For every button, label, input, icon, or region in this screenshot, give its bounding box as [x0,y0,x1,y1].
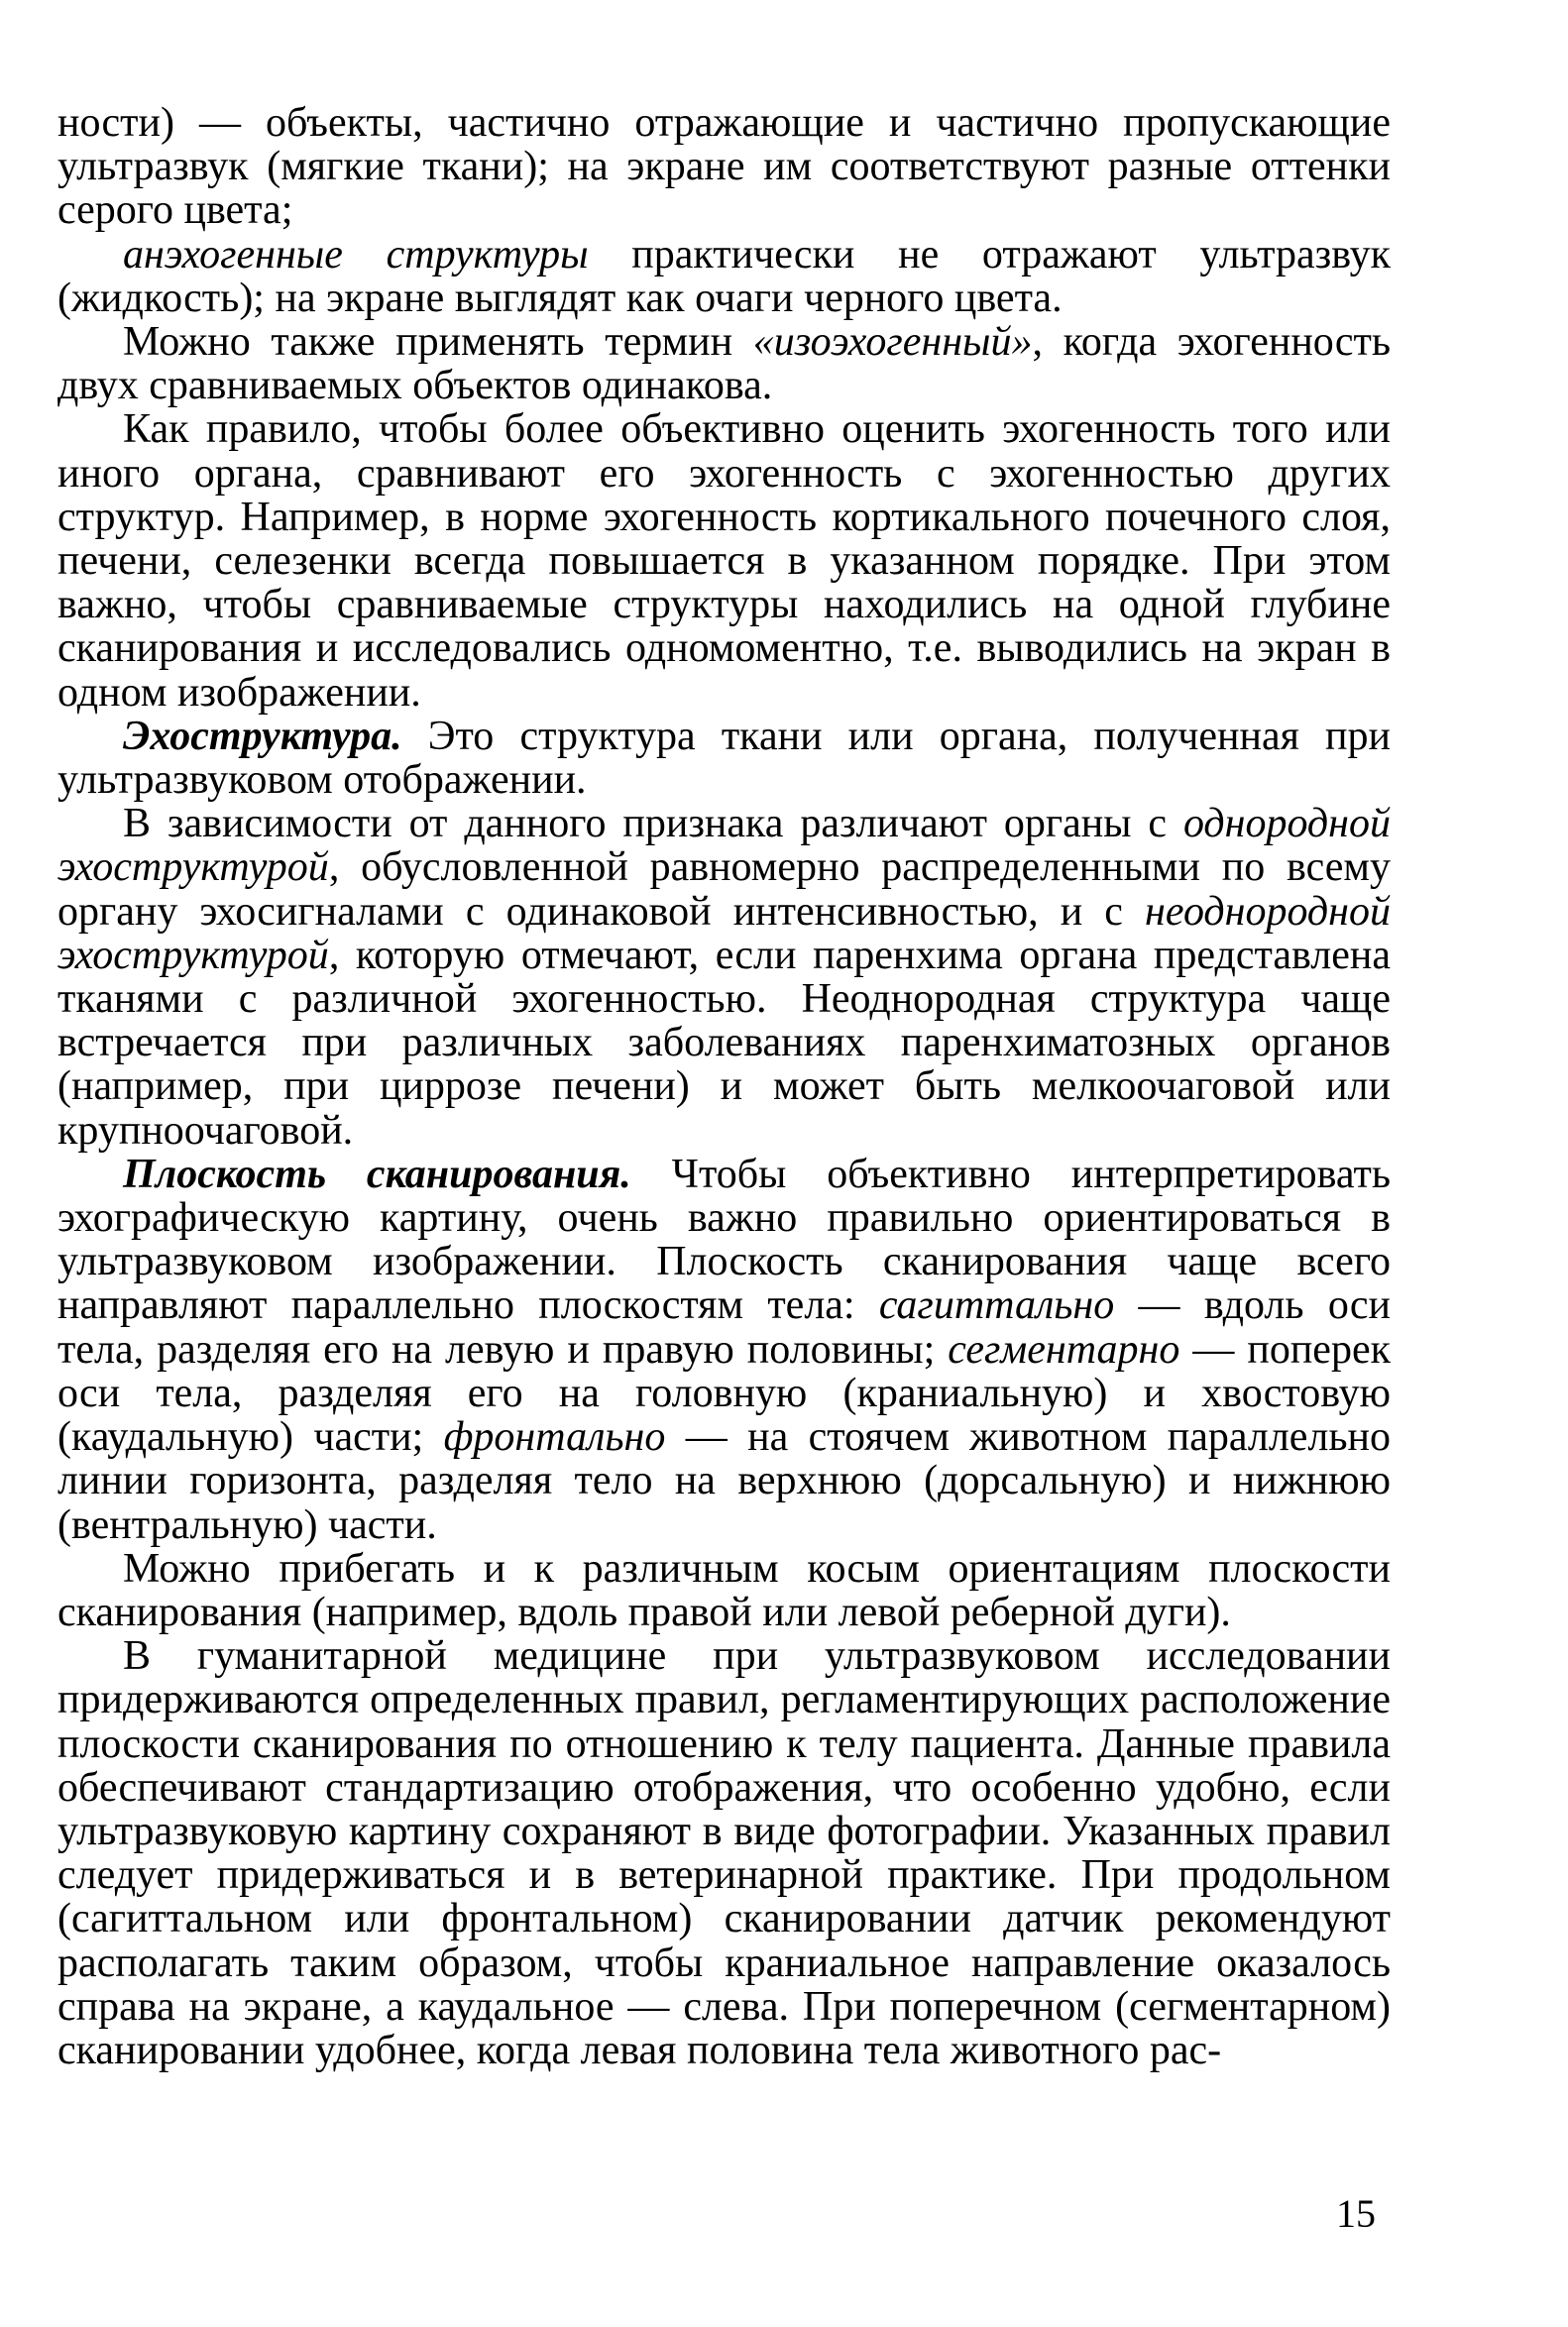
heading-echostructure: Эхоструктура. [123,713,402,759]
heading-scan-plane: Плоскость сканирования. [123,1151,631,1197]
term-anechoic: анэхогенные структуры [123,231,589,277]
term-heterogeneous: неоднородной эхоструктурой [57,888,1391,978]
paragraph-echostructure: Эхоструктура. Это структура ткани или органа, полученная при ультразвуковом отображении. [57,713,1391,804]
paragraph-isoechoic: Можно также применять термин «изоэхогенный», когда эхогенность двух сравниваемых объектов одинакова. [57,319,1391,409]
term-homogeneous: однородной эхоструктурой [57,801,1391,891]
term-isoechoic: «изоэхогенный» [752,319,1033,366]
term-segmental: сегментарно [948,1326,1180,1373]
paragraph-echogenicity-comparison: Как правило, чтобы более объективно оценить эхогенность того или иного органа, сравнивают его эхогенность с эхогенностью других структур. Например, в норме эхогенность кортикального почечного слоя, печени, селезенки всегда повышается в указанном порядке. При этом важно, чтобы сравниваемые структуры находились на одной глубине сканирования и исследовались одномоментно, т.е. выводились на экран в одном изображении. [57,406,1391,716]
paragraph-anechoic: анэхогенные структуры практически не отражают ультразвук (жидкость); на экране выглядят как очаги черного цвета. [57,231,1391,321]
body-text [57,101,1391,2072]
page-number: 15 [1336,2191,1376,2236]
paragraph-oblique: Можно прибегать и к различным косым ориентациям плоскости сканирования (например, вдоль правой или левой реберной дуги). [57,1545,1391,1635]
paragraph-scan-plane: Плоскость сканирования. Чтобы объективно интерпретировать эхографическую картину, очень важно правильно ориентироваться в ультразвуковом изображении. Плоскость сканирования чаще всего направляют параллельно плоскостям тела: сагиттально — вдоль оси тела, разделяя его на левую и правую половины; сегментарно — поперек оси тела, разделяя его на головную (краниальную) и хвостовую (каудальную) части; фронтально — на стоячем животном параллельно линии горизонта, разделяя тело на верхнюю (дорсальную) и нижнюю (вентральную) части. [57,1151,1392,1548]
paragraph-homogeneity: В зависимости от данного признака различают органы с однородной эхоструктурой, обусловленной равномерно распределенными по всему органу эхосигналами с одинаковой интенсивностью, и с неоднородной эхоструктурой, которую отмечают, если паренхима органа представлена тканями с различной эхогенностью. Неоднородная структура чаще встречается при различных заболеваниях паренхиматозных органов (например, при циррозе печени) и может быть мелкоочаговой или крупноочаговой. [57,801,1391,1154]
term-sagittal: сагиттально [878,1282,1115,1329]
paragraph-continuation: ности) — объекты, частично отражающие и частично пропускающие ультразвук (мягкие ткани); на экране им соответствуют разные оттенки серого цвета; [57,100,1391,234]
paragraph-human-medicine: В гуманитарной медицине при ультразвуковом исследовании придерживаются определенных правил, регламентирующих расположение плоскости сканирования по отношению к телу пациента. Данные правила обеспечивают стандартизацию отображения, что особенно удобно, если ультразвуковую картину сохраняют в виде фотографии. Указанных правил следует придерживаться и в ветеринарной практике. При продольном (сагиттальном или фронтальном) сканировании датчик рекомендуют располагать таким образом, чтобы краниальное направление оказалось справа на экране, а каудальное — слева. При поперечном (сегментарном) сканировании удобнее, когда левая половина тела животного рас- [57,1633,1391,2073]
term-frontal: фронтально [443,1414,666,1461]
